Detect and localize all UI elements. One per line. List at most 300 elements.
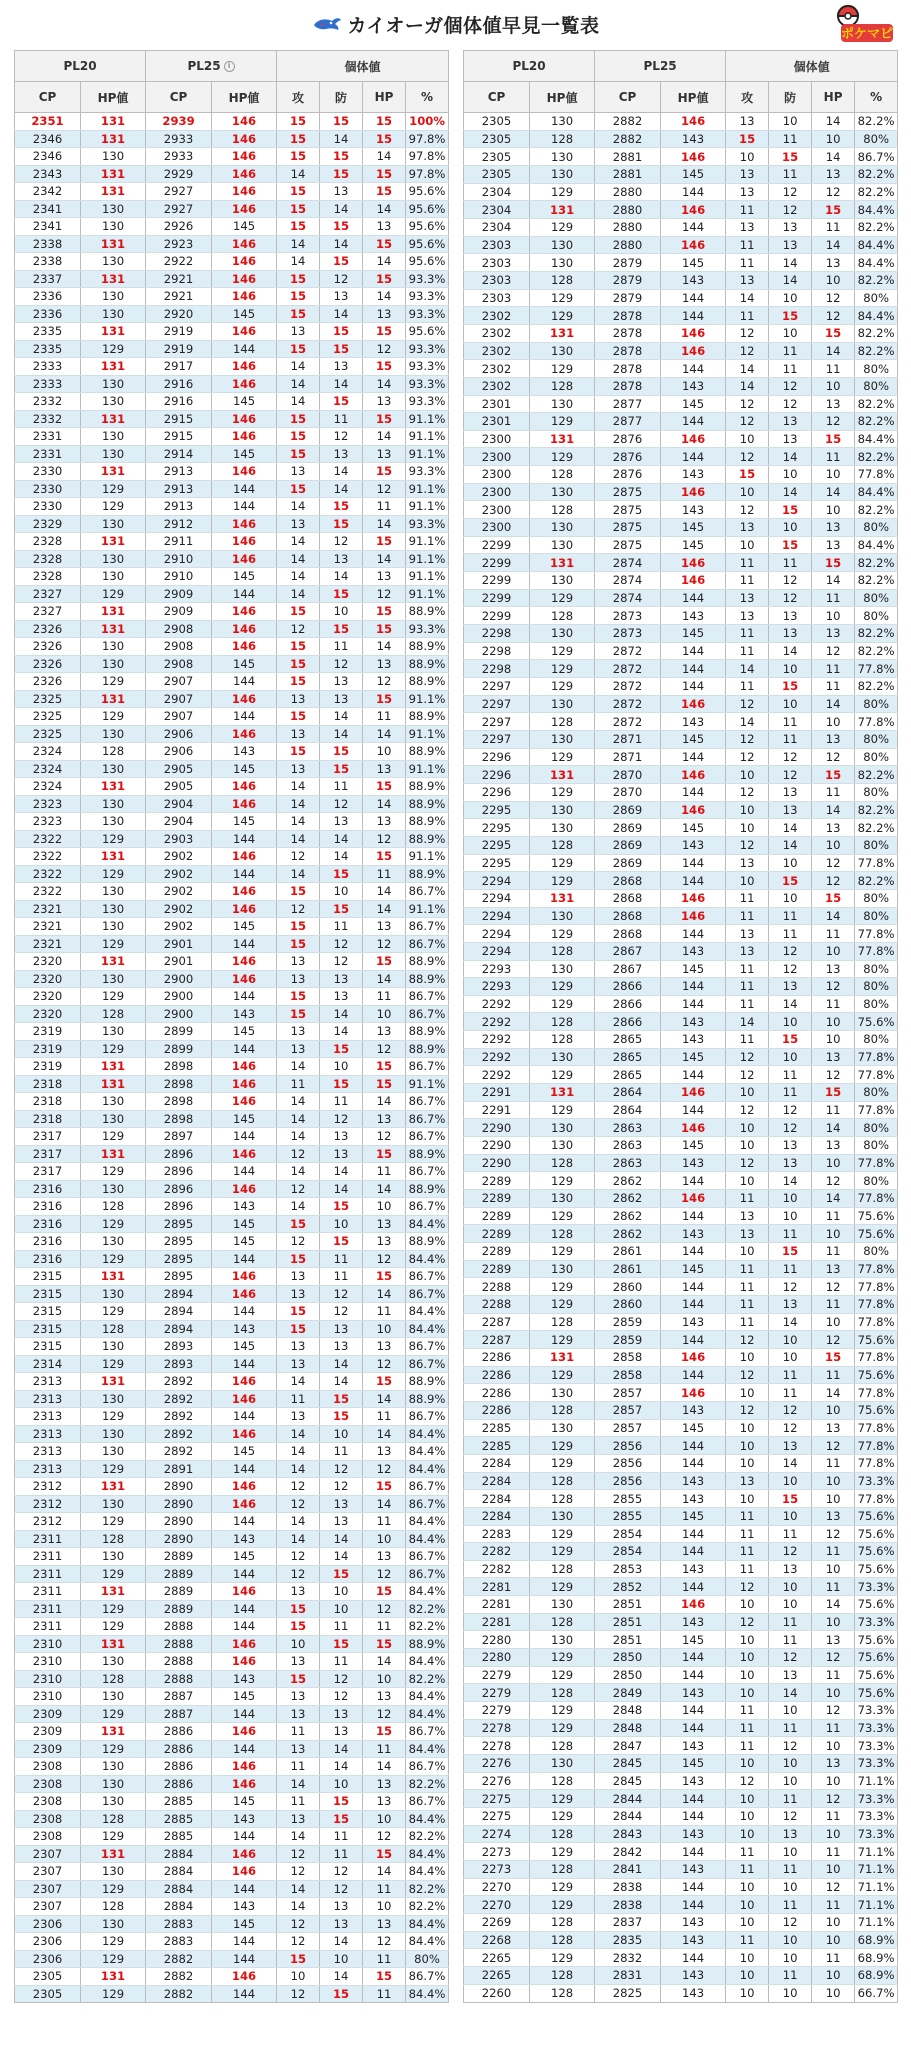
atk-cell: 12 (277, 1985, 320, 2003)
cp20-cell: 2320 (15, 970, 81, 988)
hp20-cell: 129 (530, 1454, 595, 1472)
atk-cell: 11 (726, 554, 769, 572)
cp25-cell: 2861 (595, 1243, 661, 1261)
atk-cell: 12 (277, 620, 320, 638)
def-cell: 13 (320, 1128, 363, 1146)
def-cell: 12 (769, 1543, 812, 1561)
cp25-cell: 2873 (595, 607, 661, 625)
hp20-cell: 129 (81, 1128, 146, 1146)
table-row (15, 1145, 449, 1163)
cp20-cell: 2305 (464, 113, 530, 131)
hp25-cell: 145 (212, 1548, 277, 1566)
table-row (15, 690, 449, 708)
table-row (464, 1437, 898, 1455)
percent-cell: 91.1% (406, 900, 449, 918)
hp20-cell: 130 (81, 1180, 146, 1198)
cp20-cell: 2335 (15, 323, 81, 341)
def-cell: 15 (320, 165, 363, 183)
table-row (464, 360, 898, 378)
hp25-cell: 143 (661, 1313, 726, 1331)
cp20-cell: 2313 (15, 1390, 81, 1408)
def-cell: 12 (769, 1401, 812, 1419)
percent-cell: 84.4% (406, 1933, 449, 1951)
atk-cell: 14 (277, 1058, 320, 1076)
hp20-cell: 130 (81, 1793, 146, 1811)
hp25-cell: 144 (661, 1649, 726, 1667)
cp20-cell: 2317 (15, 1128, 81, 1146)
percent-cell: 88.9% (406, 673, 449, 691)
header-pl25-label: PL25 (187, 59, 221, 73)
hp20-cell: 131 (81, 1583, 146, 1601)
percent-cell: 71.1% (855, 1843, 898, 1861)
table-row (464, 925, 898, 943)
hp-iv-cell: 15 (363, 1635, 406, 1653)
cp25-cell: 2878 (595, 342, 661, 360)
table-row (464, 1401, 898, 1419)
hp-iv-cell: 10 (363, 1530, 406, 1548)
cp20-cell: 2315 (15, 1320, 81, 1338)
atk-cell: 14 (277, 1513, 320, 1531)
cp20-cell: 2327 (15, 603, 81, 621)
cp20-cell: 2287 (464, 1313, 530, 1331)
percent-cell: 82.2% (855, 625, 898, 643)
cp20-cell: 2299 (464, 554, 530, 572)
cp25-cell: 2917 (146, 358, 212, 376)
hp20-cell: 129 (530, 854, 595, 872)
cp25-cell: 2868 (595, 907, 661, 925)
hp20-cell: 130 (81, 1548, 146, 1566)
hp20-cell: 130 (81, 918, 146, 936)
table-row (464, 572, 898, 590)
percent-cell: 88.9% (406, 795, 449, 813)
hp-iv-cell: 12 (812, 748, 855, 766)
hp25-cell: 146 (212, 183, 277, 201)
cp25-cell: 2923 (146, 235, 212, 253)
hp-iv-cell: 12 (812, 289, 855, 307)
cp20-cell: 2314 (15, 1355, 81, 1373)
hp20-cell: 130 (81, 1863, 146, 1881)
atk-cell: 12 (726, 448, 769, 466)
def-cell: 12 (320, 935, 363, 953)
hp25-cell: 144 (661, 218, 726, 236)
hp25-cell: 145 (212, 1688, 277, 1706)
atk-cell: 12 (726, 730, 769, 748)
table-row (15, 795, 449, 813)
cp20-cell: 2294 (464, 942, 530, 960)
percent-cell: 75.6% (855, 1666, 898, 1684)
cp20-cell: 2292 (464, 1031, 530, 1049)
hp20-cell: 130 (530, 113, 595, 131)
percent-cell: 88.9% (406, 953, 449, 971)
cp20-cell: 2316 (15, 1250, 81, 1268)
hp25-cell: 143 (661, 377, 726, 395)
hp-iv-cell: 14 (812, 1596, 855, 1614)
hp25-cell: 144 (212, 1705, 277, 1723)
cp20-cell: 2316 (15, 1198, 81, 1216)
hp-iv-cell: 14 (363, 795, 406, 813)
atk-cell: 10 (726, 1966, 769, 1984)
table-row (15, 1968, 449, 1986)
atk-cell: 10 (726, 536, 769, 554)
cp25-cell: 2904 (146, 813, 212, 831)
def-cell: 11 (769, 1631, 812, 1649)
atk-cell: 13 (726, 519, 769, 537)
def-cell: 13 (320, 445, 363, 463)
cp20-cell: 2311 (15, 1618, 81, 1636)
hp-iv-cell: 10 (812, 1013, 855, 1031)
atk-cell: 14 (726, 660, 769, 678)
def-cell: 10 (320, 883, 363, 901)
percent-cell: 82.2% (855, 413, 898, 431)
table-row (464, 1031, 898, 1049)
cp25-cell: 2919 (146, 340, 212, 358)
atk-cell: 10 (726, 819, 769, 837)
cp20-cell: 2304 (464, 183, 530, 201)
hp-iv-cell: 10 (812, 1313, 855, 1331)
cp25-cell: 2854 (595, 1525, 661, 1543)
hp20-cell: 129 (81, 830, 146, 848)
hp20-cell: 130 (81, 148, 146, 166)
def-cell: 14 (769, 836, 812, 854)
hp-iv-cell: 14 (812, 695, 855, 713)
atk-cell: 13 (726, 271, 769, 289)
hp20-cell: 130 (81, 550, 146, 568)
percent-cell: 75.6% (855, 1507, 898, 1525)
def-cell: 15 (320, 1408, 363, 1426)
table-row (464, 1984, 898, 2002)
cp20-cell: 2292 (464, 1048, 530, 1066)
atk-cell: 13 (277, 1408, 320, 1426)
cp25-cell: 2883 (146, 1933, 212, 1951)
hp25-cell: 143 (212, 1198, 277, 1216)
def-cell: 12 (769, 766, 812, 784)
hp-iv-cell: 11 (812, 1101, 855, 1119)
table-row (15, 1075, 449, 1093)
cp20-cell: 2290 (464, 1119, 530, 1137)
def-cell: 15 (320, 515, 363, 533)
hp-iv-cell: 11 (812, 218, 855, 236)
cp20-cell: 2317 (15, 1163, 81, 1181)
cp20-cell: 2306 (15, 1915, 81, 1933)
hp25-cell: 144 (661, 854, 726, 872)
percent-cell: 84.4% (855, 430, 898, 448)
atk-cell: 14 (277, 498, 320, 516)
percent-cell: 73.3% (855, 1808, 898, 1826)
hp25-cell: 144 (661, 748, 726, 766)
hp25-cell: 144 (661, 1808, 726, 1826)
atk-cell: 14 (277, 830, 320, 848)
hp-iv-cell: 15 (363, 848, 406, 866)
table-row (15, 533, 449, 551)
hp25-cell: 143 (661, 1684, 726, 1702)
hp-iv-cell: 14 (363, 1758, 406, 1776)
def-cell: 14 (320, 1548, 363, 1566)
hp25-cell: 146 (212, 113, 277, 131)
hp25-cell: 143 (212, 1530, 277, 1548)
hp-iv-cell: 15 (363, 620, 406, 638)
percent-cell: 75.6% (855, 1596, 898, 1614)
hp25-cell: 146 (661, 1084, 726, 1102)
hp-iv-cell: 13 (363, 918, 406, 936)
cp20-cell: 2298 (464, 642, 530, 660)
table-row (464, 289, 898, 307)
atk-cell: 11 (726, 642, 769, 660)
percent-cell: 84.4% (406, 1740, 449, 1758)
percent-cell: 82.2% (855, 271, 898, 289)
hp20-cell: 131 (81, 1075, 146, 1093)
hp-iv-cell: 10 (812, 1772, 855, 1790)
atk-cell: 15 (277, 935, 320, 953)
hp25-cell: 145 (212, 1915, 277, 1933)
atk-cell: 15 (277, 200, 320, 218)
percent-cell: 88.9% (406, 603, 449, 621)
hp25-cell: 144 (661, 1719, 726, 1737)
table-row (464, 819, 898, 837)
hp-iv-cell: 13 (363, 1443, 406, 1461)
hp25-cell: 144 (661, 448, 726, 466)
hp20-cell: 131 (81, 1373, 146, 1391)
table-row (464, 995, 898, 1013)
percent-cell: 91.1% (406, 1075, 449, 1093)
percent-cell: 77.8% (855, 1454, 898, 1472)
def-cell: 10 (769, 1348, 812, 1366)
cp20-cell: 2274 (464, 1825, 530, 1843)
table-row (15, 708, 449, 726)
percent-cell: 86.7% (406, 935, 449, 953)
table-row (15, 1058, 449, 1076)
hp25-cell: 143 (661, 1772, 726, 1790)
cp20-cell: 2322 (15, 883, 81, 901)
hp20-cell: 131 (81, 1268, 146, 1286)
table-row (464, 1507, 898, 1525)
cp20-cell: 2313 (15, 1460, 81, 1478)
hp20-cell: 129 (81, 1985, 146, 2003)
percent-cell: 86.7% (406, 1723, 449, 1741)
def-cell: 14 (320, 568, 363, 586)
hp25-cell: 145 (661, 536, 726, 554)
percent-cell: 82.2% (406, 1775, 449, 1793)
hp20-cell: 130 (530, 148, 595, 166)
atk-cell: 12 (726, 1401, 769, 1419)
cp20-cell: 2316 (15, 1215, 81, 1233)
hp-iv-cell: 14 (363, 1863, 406, 1881)
hp20-cell: 129 (530, 289, 595, 307)
hp20-cell: 130 (81, 1653, 146, 1671)
hp-iv-cell: 14 (363, 148, 406, 166)
percent-cell: 93.3% (406, 620, 449, 638)
def-cell: 12 (320, 953, 363, 971)
cp20-cell: 2284 (464, 1507, 530, 1525)
hp-iv-cell: 10 (812, 1737, 855, 1755)
cp25-cell: 2866 (595, 1013, 661, 1031)
hp20-cell: 130 (81, 1425, 146, 1443)
table-row (15, 1163, 449, 1181)
percent-cell: 86.7% (406, 883, 449, 901)
hp20-cell: 130 (81, 1285, 146, 1303)
hp-iv-cell: 12 (812, 1066, 855, 1084)
brand-logo[interactable] (831, 2, 895, 44)
atk-cell: 15 (277, 918, 320, 936)
cp20-cell: 2312 (15, 1495, 81, 1513)
cp20-cell: 2295 (464, 854, 530, 872)
table-row (15, 480, 449, 498)
table-row (464, 854, 898, 872)
hp20-cell: 131 (530, 201, 595, 219)
cp25-cell: 2855 (595, 1507, 661, 1525)
hp-iv-cell: 13 (812, 519, 855, 537)
hp20-cell: 129 (81, 1355, 146, 1373)
def-cell: 12 (769, 183, 812, 201)
cp20-cell: 2319 (15, 1023, 81, 1041)
hp25-cell: 146 (661, 766, 726, 784)
def-cell: 15 (320, 900, 363, 918)
def-cell: 10 (320, 1583, 363, 1601)
percent-cell: 97.8% (406, 165, 449, 183)
cp25-cell: 2882 (146, 1985, 212, 2003)
table-row (15, 620, 449, 638)
percent-cell: 82.2% (855, 183, 898, 201)
atk-cell: 10 (726, 1137, 769, 1155)
hp25-cell: 146 (661, 801, 726, 819)
def-cell: 14 (320, 830, 363, 848)
atk-cell: 10 (726, 1631, 769, 1649)
hp-iv-cell: 12 (812, 1702, 855, 1720)
def-cell: 10 (320, 1425, 363, 1443)
cp25-cell: 2880 (595, 236, 661, 254)
percent-cell: 80% (855, 695, 898, 713)
table-row (15, 865, 449, 883)
hp-iv-cell: 13 (812, 1137, 855, 1155)
table-row (15, 1460, 449, 1478)
cp25-cell: 2884 (146, 1898, 212, 1916)
cp25-cell: 2899 (146, 1040, 212, 1058)
atk-cell: 15 (277, 218, 320, 236)
percent-cell: 73.3% (855, 1719, 898, 1737)
hp25-cell: 144 (661, 1878, 726, 1896)
percent-cell: 77.8% (855, 1260, 898, 1278)
hp20-cell: 129 (530, 1525, 595, 1543)
percent-cell: 77.8% (855, 1490, 898, 1508)
hp-iv-cell: 15 (363, 533, 406, 551)
table-row (464, 1101, 898, 1119)
def-cell: 14 (769, 1684, 812, 1702)
hp-iv-cell: 15 (363, 603, 406, 621)
hp20-cell: 129 (530, 1172, 595, 1190)
table-row (15, 1005, 449, 1023)
cp20-cell: 2284 (464, 1472, 530, 1490)
hp-iv-cell: 12 (363, 1040, 406, 1058)
cp20-cell: 2324 (15, 760, 81, 778)
hp-iv-cell: 13 (363, 1215, 406, 1233)
hp20-cell: 131 (530, 430, 595, 448)
hp25-cell: 144 (661, 1949, 726, 1967)
hp20-cell: 130 (81, 1338, 146, 1356)
hp-iv-cell: 12 (363, 1600, 406, 1618)
percent-cell: 86.7% (406, 1163, 449, 1181)
cp20-cell: 2311 (15, 1583, 81, 1601)
hp20-cell: 129 (530, 995, 595, 1013)
atk-cell: 14 (277, 795, 320, 813)
def-cell: 10 (769, 889, 812, 907)
atk-cell: 14 (277, 358, 320, 376)
hp20-cell: 128 (530, 1772, 595, 1790)
cp25-cell: 2863 (595, 1119, 661, 1137)
cp20-cell: 2322 (15, 865, 81, 883)
hp25-cell: 145 (661, 1631, 726, 1649)
atk-cell: 12 (726, 1048, 769, 1066)
percent-cell: 77.8% (855, 1348, 898, 1366)
percent-cell: 82.2% (855, 395, 898, 413)
cp20-cell: 2332 (15, 410, 81, 428)
header-pl25: PL25 (595, 51, 726, 82)
iv-table-left (14, 50, 449, 2003)
hp25-cell: 146 (661, 907, 726, 925)
col-header-atk: 攻 (277, 82, 320, 113)
table-row (15, 883, 449, 901)
percent-cell: 91.1% (406, 760, 449, 778)
cp20-cell: 2265 (464, 1949, 530, 1967)
def-cell: 10 (769, 1755, 812, 1773)
hp25-cell: 146 (661, 201, 726, 219)
cp25-cell: 2856 (595, 1437, 661, 1455)
info-icon[interactable]: i (224, 61, 235, 72)
cp25-cell: 2882 (595, 113, 661, 131)
hp-iv-cell: 12 (812, 978, 855, 996)
def-cell: 15 (320, 1390, 363, 1408)
atk-cell: 10 (726, 1172, 769, 1190)
table-row (464, 201, 898, 219)
hp25-cell: 144 (212, 1880, 277, 1898)
hp25-cell: 146 (212, 900, 277, 918)
hp-iv-cell: 10 (812, 1031, 855, 1049)
cp25-cell: 2904 (146, 795, 212, 813)
table-row (464, 448, 898, 466)
table-row (464, 1737, 898, 1755)
cp25-cell: 2856 (595, 1472, 661, 1490)
def-cell: 13 (320, 690, 363, 708)
percent-cell: 84.4% (855, 307, 898, 325)
hp25-cell: 146 (212, 1478, 277, 1496)
hp-iv-cell: 10 (812, 1490, 855, 1508)
def-cell: 10 (769, 289, 812, 307)
percent-cell: 73.3% (855, 1472, 898, 1490)
percent-cell: 84.4% (406, 1215, 449, 1233)
def-cell: 15 (320, 760, 363, 778)
table-row (464, 660, 898, 678)
cp25-cell: 2921 (146, 288, 212, 306)
cp25-cell: 2895 (146, 1268, 212, 1286)
hp20-cell: 130 (81, 900, 146, 918)
hp25-cell: 144 (661, 1666, 726, 1684)
hp-iv-cell: 15 (812, 889, 855, 907)
cp20-cell: 2323 (15, 813, 81, 831)
cp20-cell: 2316 (15, 1233, 81, 1251)
hp-iv-cell: 10 (812, 942, 855, 960)
cp25-cell: 2899 (146, 1023, 212, 1041)
percent-cell: 84.4% (406, 1250, 449, 1268)
hp25-cell: 143 (661, 942, 726, 960)
hp-iv-cell: 12 (363, 673, 406, 691)
hp20-cell: 130 (530, 730, 595, 748)
hp-iv-cell: 14 (812, 113, 855, 131)
hp25-cell: 146 (212, 620, 277, 638)
hp25-cell: 144 (661, 307, 726, 325)
atk-cell: 13 (277, 953, 320, 971)
cp25-cell: 2893 (146, 1355, 212, 1373)
table-row (15, 358, 449, 376)
percent-cell: 91.1% (406, 428, 449, 446)
table-row (15, 1250, 449, 1268)
